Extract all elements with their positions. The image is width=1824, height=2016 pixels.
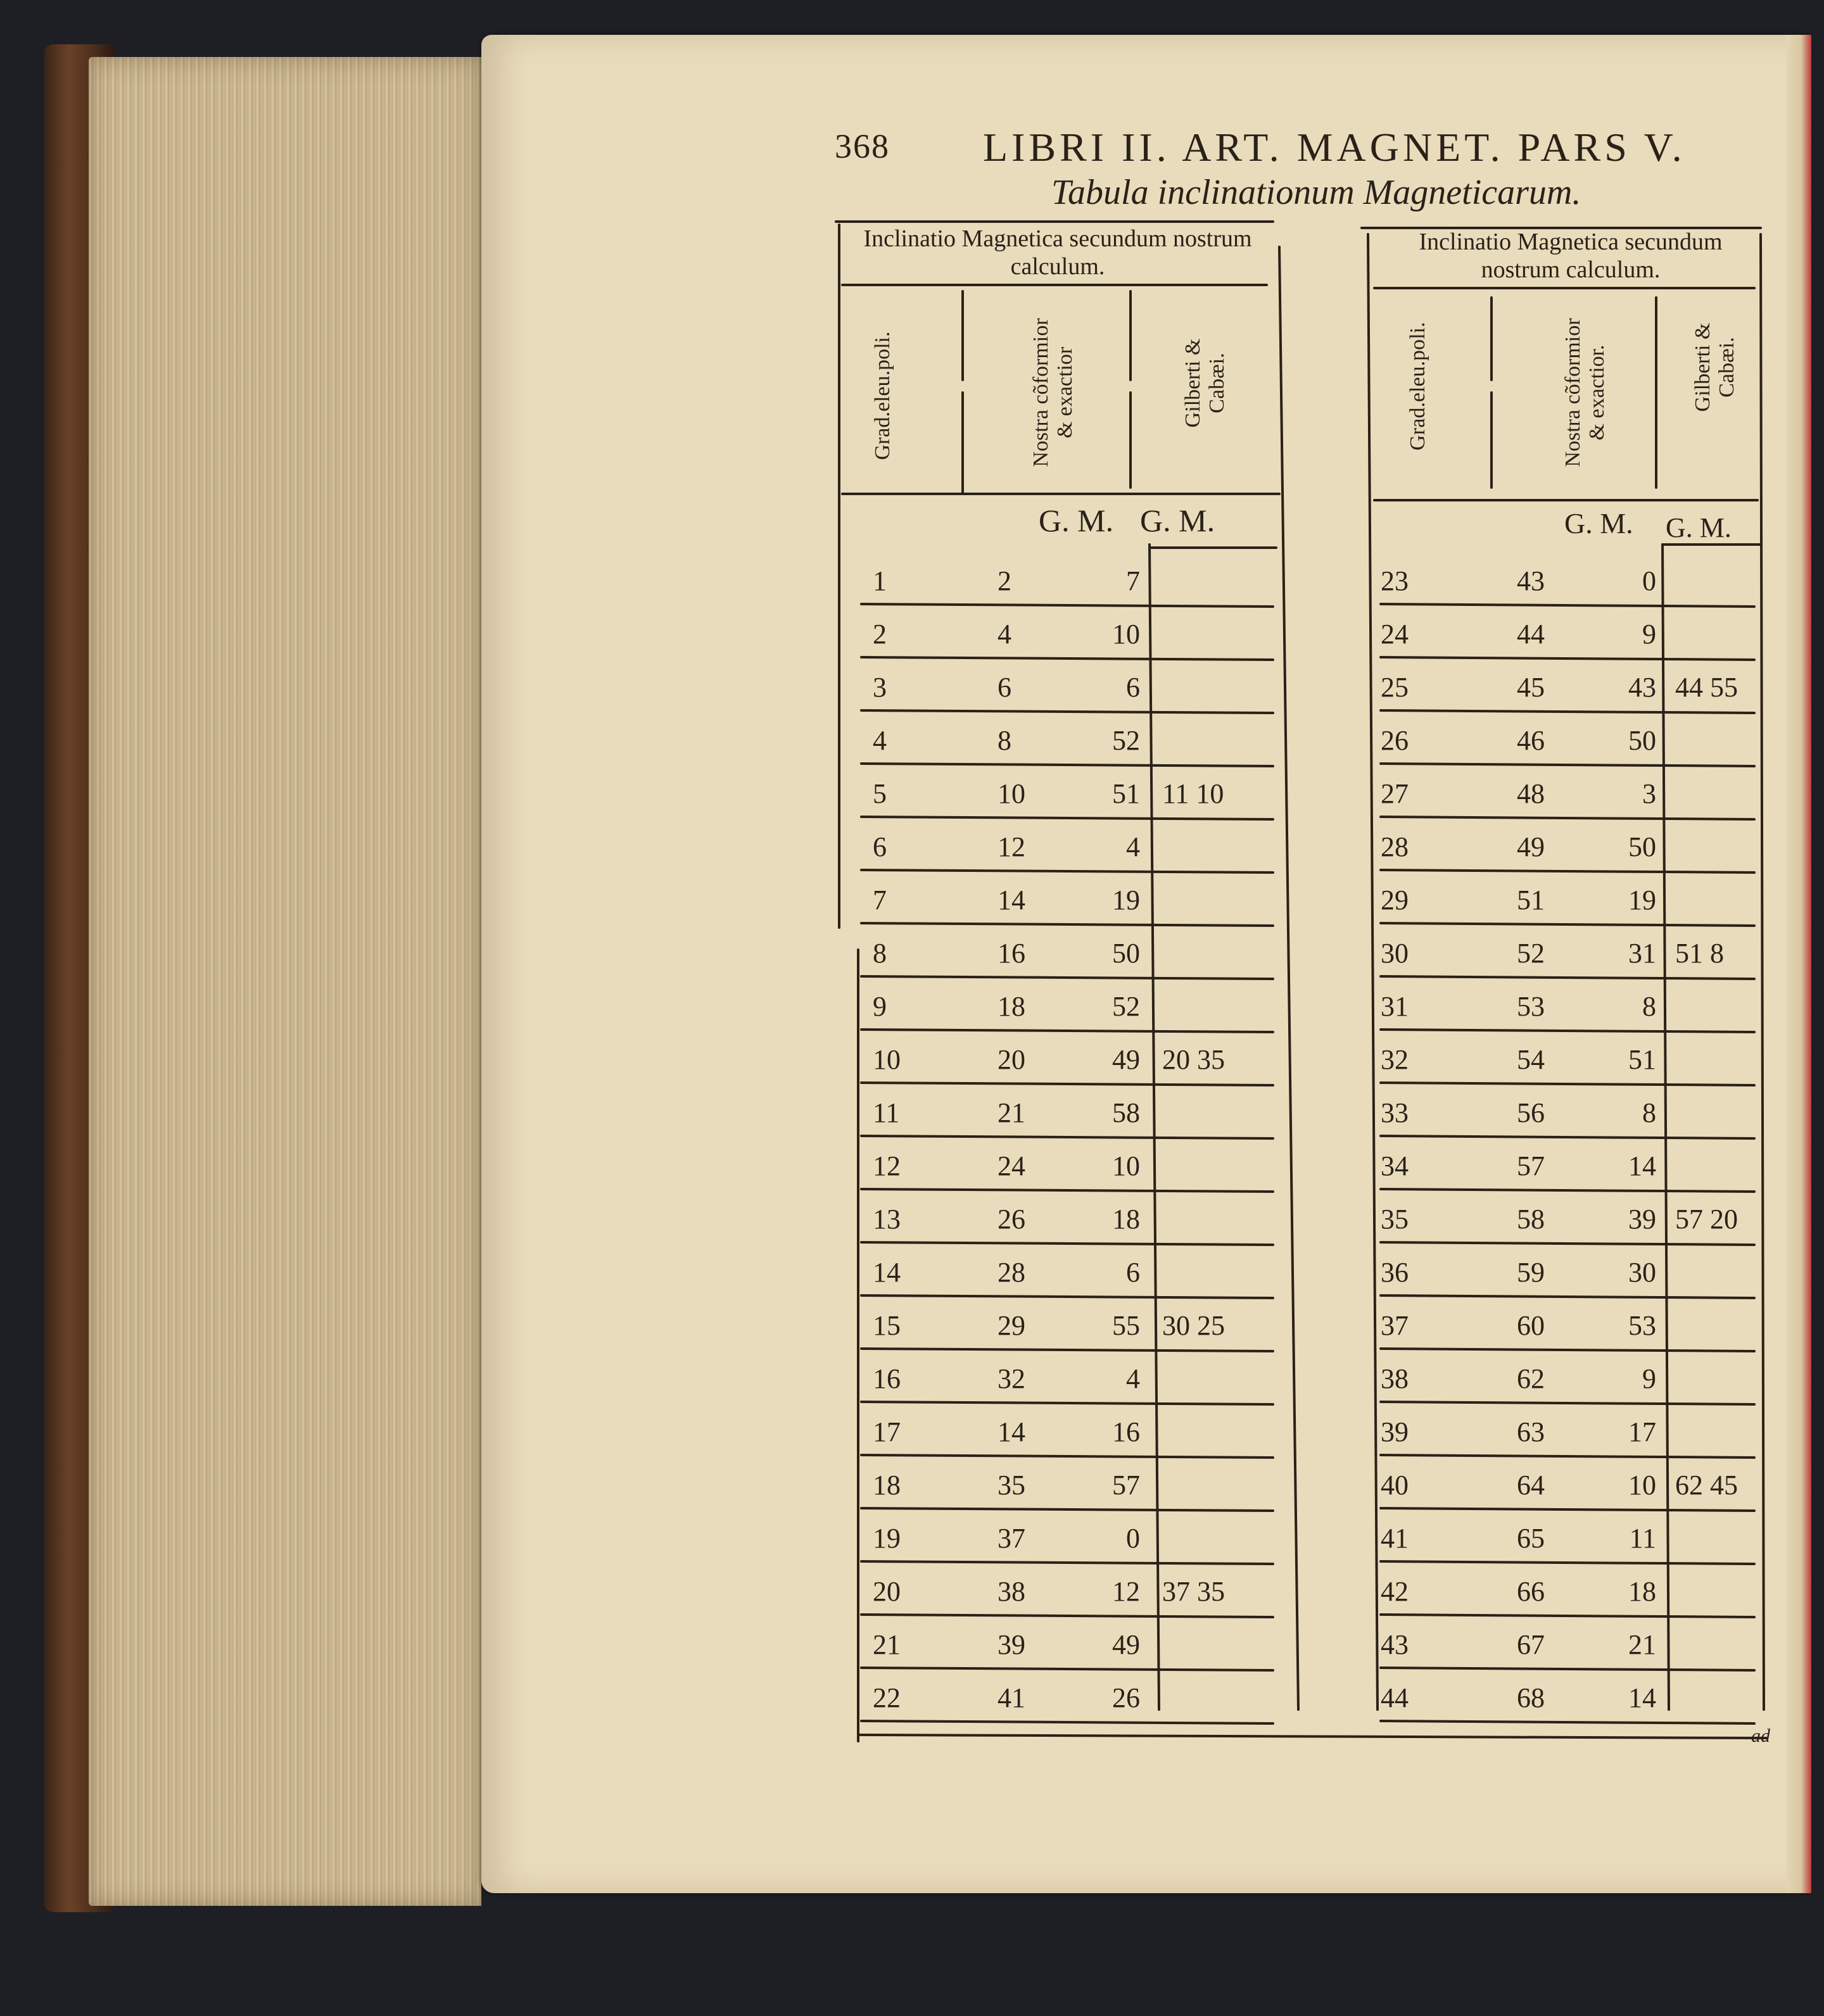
cell-gilbert: 37 35 xyxy=(1162,1576,1225,1607)
cell-elevation: 24 xyxy=(1381,619,1409,650)
cell-minutes: 10 xyxy=(1112,1150,1140,1181)
row-rule xyxy=(1381,657,1754,660)
cell-degrees: 18 xyxy=(998,991,1025,1022)
cell-elevation: 37 xyxy=(1381,1310,1409,1341)
cell-gilbert: 11 10 xyxy=(1162,778,1224,809)
row-rule xyxy=(1381,710,1754,713)
cell-degrees: 65 xyxy=(1517,1523,1545,1554)
cell-degrees: 44 xyxy=(1517,619,1545,650)
row-rule xyxy=(861,1295,1273,1298)
cell-elevation: 4 xyxy=(873,725,887,756)
cell-elevation: 41 xyxy=(1381,1523,1409,1554)
left-col-header-elevation: Grad.eleu.poli. xyxy=(871,331,894,460)
row-rule xyxy=(861,1030,1273,1032)
table-title: Tabula inclinationum Magneticarum. xyxy=(1051,173,1581,212)
cell-elevation: 27 xyxy=(1381,778,1409,809)
row-rule xyxy=(861,657,1273,660)
cell-elevation: 22 xyxy=(873,1682,901,1713)
cell-degrees: 57 xyxy=(1517,1150,1545,1181)
cell-degrees: 12 xyxy=(998,831,1025,862)
row-rule xyxy=(1381,976,1754,979)
row-rule xyxy=(861,1561,1273,1564)
cell-minutes: 9 xyxy=(1642,619,1656,650)
cell-minutes: 14 xyxy=(1628,1150,1656,1181)
cell-minutes: 50 xyxy=(1628,725,1656,756)
cell-minutes: 3 xyxy=(1642,778,1656,809)
row-rule xyxy=(1381,1295,1754,1298)
cell-degrees: 62 xyxy=(1517,1363,1545,1394)
row-rule xyxy=(861,1402,1273,1404)
cell-minutes: 10 xyxy=(1628,1470,1656,1501)
cell-minutes: 58 xyxy=(1112,1097,1140,1128)
row-rule xyxy=(1381,1242,1754,1245)
row-rule xyxy=(861,1083,1273,1085)
left-col-header-gilbert: Gilberti & Cabæi. xyxy=(1181,338,1229,428)
cell-degrees: 29 xyxy=(998,1310,1025,1341)
row-rule xyxy=(861,1721,1273,1723)
cell-elevation: 38 xyxy=(1381,1363,1409,1394)
cell-elevation: 25 xyxy=(1381,672,1409,703)
cell-degrees: 56 xyxy=(1517,1097,1545,1128)
cell-degrees: 16 xyxy=(998,938,1025,969)
cell-minutes: 10 xyxy=(1112,619,1140,650)
cell-minutes: 19 xyxy=(1112,885,1140,916)
cell-elevation: 33 xyxy=(1381,1097,1409,1128)
cell-degrees: 35 xyxy=(998,1470,1025,1501)
cell-elevation: 19 xyxy=(873,1523,901,1554)
cell-degrees: 6 xyxy=(998,672,1011,703)
cell-minutes: 4 xyxy=(1126,831,1140,862)
cell-degrees: 51 xyxy=(1517,885,1545,916)
row-rule xyxy=(1381,1402,1754,1404)
cell-degrees: 26 xyxy=(998,1204,1025,1235)
row-rule xyxy=(1381,764,1754,766)
cell-minutes: 50 xyxy=(1628,831,1656,862)
cell-degrees: 4 xyxy=(998,619,1011,650)
cell-degrees: 14 xyxy=(998,885,1025,916)
cell-elevation: 3 xyxy=(873,672,887,703)
cell-minutes: 6 xyxy=(1126,1257,1140,1288)
cell-gilbert: 44 55 xyxy=(1675,672,1738,703)
cell-elevation: 20 xyxy=(873,1576,901,1607)
cell-elevation: 17 xyxy=(873,1416,901,1447)
cell-gilbert: 51 8 xyxy=(1675,938,1724,969)
left-units-gilbert: G. M. xyxy=(1140,503,1215,538)
cell-degrees: 46 xyxy=(1517,725,1545,756)
cell-elevation: 23 xyxy=(1381,565,1409,596)
cell-minutes: 39 xyxy=(1628,1204,1656,1235)
cell-elevation: 14 xyxy=(873,1257,901,1288)
cell-elevation: 6 xyxy=(873,831,887,862)
cell-minutes: 7 xyxy=(1126,565,1140,596)
cell-minutes: 26 xyxy=(1112,1682,1140,1713)
cell-minutes: 11 xyxy=(1629,1523,1656,1554)
left-units: G. M. xyxy=(1039,503,1114,538)
cell-minutes: 55 xyxy=(1112,1310,1140,1341)
row-rule xyxy=(1381,1030,1754,1032)
cell-degrees: 60 xyxy=(1517,1310,1545,1341)
cell-minutes: 52 xyxy=(1112,725,1140,756)
row-rule xyxy=(861,604,1273,607)
row-rule xyxy=(1381,1615,1754,1617)
cell-elevation: 44 xyxy=(1381,1682,1409,1713)
cell-degrees: 63 xyxy=(1517,1416,1545,1447)
cell-minutes: 52 xyxy=(1112,991,1140,1022)
cell-minutes: 8 xyxy=(1642,991,1656,1022)
cell-minutes: 8 xyxy=(1642,1097,1656,1128)
row-rule xyxy=(1381,1136,1754,1138)
row-rule xyxy=(1381,870,1754,873)
row-rule xyxy=(1381,923,1754,926)
cell-degrees: 14 xyxy=(998,1416,1025,1447)
cell-elevation: 7 xyxy=(873,885,887,916)
cell-elevation: 34 xyxy=(1381,1150,1409,1181)
cell-degrees: 67 xyxy=(1517,1629,1545,1660)
row-rule xyxy=(1381,1349,1754,1351)
cell-degrees: 54 xyxy=(1517,1044,1545,1075)
row-rule xyxy=(861,1668,1273,1670)
row-rule xyxy=(861,764,1273,766)
cell-minutes: 9 xyxy=(1642,1363,1656,1394)
cell-gilbert: 62 45 xyxy=(1675,1470,1738,1501)
cell-minutes: 51 xyxy=(1628,1044,1656,1075)
cell-minutes: 0 xyxy=(1642,565,1656,596)
cell-minutes: 53 xyxy=(1628,1310,1656,1341)
row-rule xyxy=(861,1349,1273,1351)
row-rule xyxy=(1381,1083,1754,1085)
row-rule xyxy=(861,1136,1273,1138)
row-rule xyxy=(861,1455,1273,1458)
row-rule xyxy=(1381,604,1754,607)
row-rule xyxy=(861,817,1273,819)
row-rule xyxy=(861,1508,1273,1511)
cell-minutes: 17 xyxy=(1628,1416,1656,1447)
left-table-heading: Inclinatio Magnetica secundum nostrum calculum. xyxy=(863,225,1252,280)
row-rule xyxy=(1381,1721,1754,1723)
row-rule xyxy=(1381,1561,1754,1564)
cell-minutes: 30 xyxy=(1628,1257,1656,1288)
cell-degrees: 28 xyxy=(998,1257,1025,1288)
cell-elevation: 30 xyxy=(1381,938,1409,969)
cell-degrees: 59 xyxy=(1517,1257,1545,1288)
cell-elevation: 10 xyxy=(873,1044,901,1075)
row-rule xyxy=(1381,817,1754,819)
cell-elevation: 8 xyxy=(873,938,887,969)
cell-minutes: 18 xyxy=(1112,1204,1140,1235)
cell-minutes: 4 xyxy=(1126,1363,1140,1394)
cell-degrees: 24 xyxy=(998,1150,1025,1181)
cell-degrees: 39 xyxy=(998,1629,1025,1660)
row-rule xyxy=(861,923,1273,926)
cell-degrees: 20 xyxy=(998,1044,1025,1075)
cell-degrees: 38 xyxy=(998,1576,1025,1607)
cell-minutes: 49 xyxy=(1112,1044,1140,1075)
cell-elevation: 18 xyxy=(873,1470,901,1501)
cell-elevation: 5 xyxy=(873,778,887,809)
cell-degrees: 8 xyxy=(998,725,1011,756)
row-rule xyxy=(1381,1189,1754,1192)
cell-elevation: 11 xyxy=(873,1097,900,1128)
cell-degrees: 53 xyxy=(1517,991,1545,1022)
right-units: G. M. xyxy=(1564,507,1633,539)
cell-degrees: 43 xyxy=(1517,565,1545,596)
row-rule xyxy=(861,1189,1273,1192)
running-title: LIBRI II. ART. MAGNET. PARS V. xyxy=(983,125,1686,170)
right-col-header-elevation: Grad.eleu.poli. xyxy=(1406,322,1429,451)
cell-gilbert: 57 20 xyxy=(1675,1204,1738,1235)
cell-degrees: 2 xyxy=(998,565,1011,596)
cell-degrees: 37 xyxy=(998,1523,1025,1554)
cell-elevation: 43 xyxy=(1381,1629,1409,1660)
cell-elevation: 15 xyxy=(873,1310,901,1341)
cell-elevation: 36 xyxy=(1381,1257,1409,1288)
cell-elevation: 9 xyxy=(873,991,887,1022)
page-number: 368 xyxy=(835,127,890,165)
cell-elevation: 39 xyxy=(1381,1416,1409,1447)
cell-elevation: 12 xyxy=(873,1150,901,1181)
cell-elevation: 16 xyxy=(873,1363,901,1394)
cell-elevation: 42 xyxy=(1381,1576,1409,1607)
cell-degrees: 48 xyxy=(1517,778,1545,809)
cell-elevation: 31 xyxy=(1381,991,1409,1022)
cell-degrees: 58 xyxy=(1517,1204,1545,1235)
row-rule xyxy=(1381,1508,1754,1511)
right-col-header-ours: Nostra cõformior & exactior. xyxy=(1561,318,1609,467)
cell-elevation: 13 xyxy=(873,1204,901,1235)
cell-minutes: 16 xyxy=(1112,1416,1140,1447)
cell-minutes: 57 xyxy=(1112,1470,1140,1501)
right-col-header-gilbert: Gilberti & Cabæi. xyxy=(1691,322,1738,412)
cell-minutes: 51 xyxy=(1112,778,1140,809)
row-rule xyxy=(861,870,1273,873)
cell-elevation: 35 xyxy=(1381,1204,1409,1235)
cell-degrees: 32 xyxy=(998,1363,1025,1394)
cell-elevation: 2 xyxy=(873,619,887,650)
cell-degrees: 68 xyxy=(1517,1682,1545,1713)
cell-degrees: 21 xyxy=(998,1097,1025,1128)
cell-minutes: 12 xyxy=(1112,1576,1140,1607)
cell-degrees: 66 xyxy=(1517,1576,1545,1607)
cell-minutes: 43 xyxy=(1628,672,1656,703)
cell-degrees: 41 xyxy=(998,1682,1025,1713)
cell-gilbert: 30 25 xyxy=(1162,1310,1225,1341)
cell-elevation: 28 xyxy=(1381,831,1409,862)
right-units-gilbert: G. M. xyxy=(1666,512,1732,543)
cell-minutes: 19 xyxy=(1628,885,1656,916)
cell-minutes: 50 xyxy=(1112,938,1140,969)
cell-elevation: 32 xyxy=(1381,1044,1409,1075)
cell-degrees: 64 xyxy=(1517,1470,1545,1501)
cell-minutes: 31 xyxy=(1628,938,1656,969)
cell-minutes: 18 xyxy=(1628,1576,1656,1607)
right-table-heading: Inclinatio Magnetica secundum nostrum calculum. xyxy=(1419,229,1723,283)
row-rule xyxy=(1381,1668,1754,1670)
cell-minutes: 21 xyxy=(1628,1629,1656,1660)
row-rule xyxy=(861,1242,1273,1245)
cell-degrees: 52 xyxy=(1517,938,1545,969)
left-col-header-ours: Nostra cõformior & exactior xyxy=(1029,318,1077,467)
cell-minutes: 49 xyxy=(1112,1629,1140,1660)
cell-elevation: 21 xyxy=(873,1629,901,1660)
cell-gilbert: 20 35 xyxy=(1162,1044,1225,1075)
cell-minutes: 6 xyxy=(1126,672,1140,703)
cell-minutes: 0 xyxy=(1126,1523,1140,1554)
row-rule xyxy=(861,976,1273,979)
row-rule xyxy=(861,710,1273,713)
catchword: ad xyxy=(1751,1725,1770,1746)
cell-minutes: 14 xyxy=(1628,1682,1656,1713)
row-rule xyxy=(861,1615,1273,1617)
cell-elevation: 29 xyxy=(1381,885,1409,916)
cell-degrees: 49 xyxy=(1517,831,1545,862)
cell-elevation: 40 xyxy=(1381,1470,1409,1501)
row-rule xyxy=(1381,1455,1754,1458)
cell-degrees: 10 xyxy=(998,778,1025,809)
cell-elevation: 26 xyxy=(1381,725,1409,756)
cell-degrees: 45 xyxy=(1517,672,1545,703)
cell-elevation: 1 xyxy=(873,565,887,596)
